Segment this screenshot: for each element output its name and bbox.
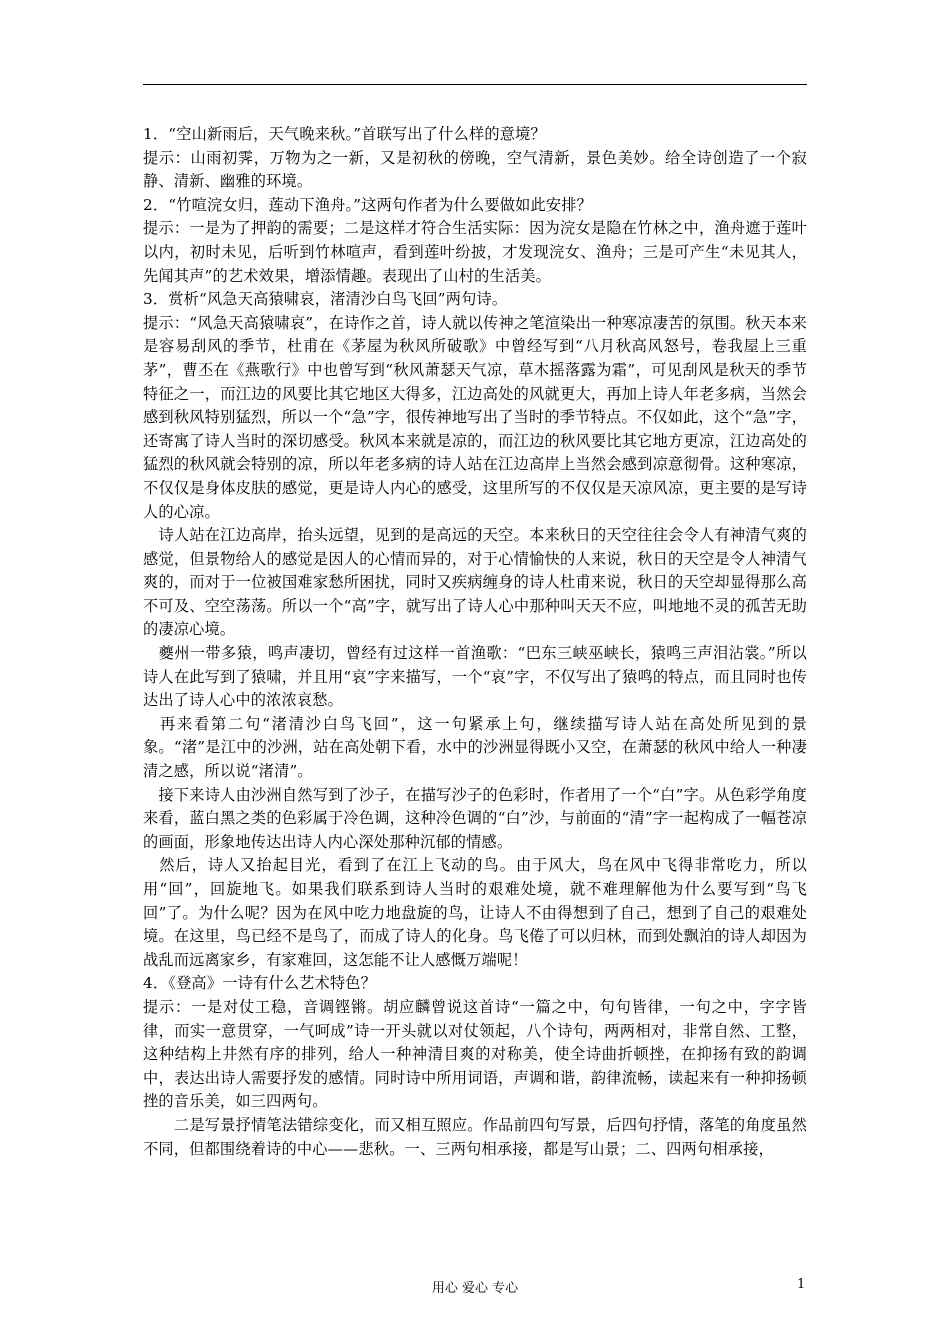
question-1: 1．“空山新雨后，天气晚来秋。”首联写出了什么样的意境？ bbox=[143, 125, 546, 143]
answer-3-paragraph: 再来看第二句“渚清沙白鸟飞回”，这一句紧承上句，继续描写诗人站在高处所见到的景象。“渚”是江中的沙洲，站在高处朝下看，水中的沙洲显得既小又空，在萧瑟的秋风中给人一种凄清之感，所以说“渚清”。 bbox=[143, 714, 807, 781]
page-number: 1 bbox=[797, 1277, 806, 1292]
answer-3-paragraph: 接下来诗人由沙洲自然写到了沙子，在描写沙子的色彩时，作者用了一个“白”字。从色彩学角度来看，蓝白黑之类的色彩属于冷色调，这种冷色调的“白”沙，与前面的“清”字一起构成了一幅苍凉的画面，形象地传达出诗人内心深处那种沉郁的情感。 bbox=[143, 785, 807, 851]
answer-4-paragraph: 提示：一是对仗工稳，音调铿锵。胡应麟曾说这首诗“一篇之中，句句皆律，一句之中，字字皆律，而实一意贯穿，一气呵成”诗一开头就以对仗领起，八个诗句，两两相对，非常自然、工整，这种结构上井然有序的排列，给人一种神清目爽的对称美，使全诗曲折顿挫，在抑扬有致的韵调中，表达出诗人需要抒发的感情。同时诗中所用词语，声调和谐，韵律流畅，读起来有一种抑扬顿挫的音乐美，如三四两句。 bbox=[143, 997, 807, 1111]
footer-slogan: 用心 爱心 专心 bbox=[431, 1281, 519, 1296]
question-2: 2．“竹喧浣女归，莲动下渔舟。”这两句作者为什么要做如此安排？ bbox=[143, 195, 593, 214]
answer-3-paragraph: 诗人站在江边高岸，抬头远望，见到的是高远的天空。本来秋日的天空往往会令人有神清气爽的感觉，但景物给人的感觉是因人的心情而异的，对于心情愉快的人来说，秋日的天空是令人神清气爽的，而对于一位被国难家愁所困扰，同时又疾病缠身的诗人杜甫来说，秋日的天空却显得那么高不可及、空空荡荡。所以一个“高”字，就写出了诗人心中那种叫天天不应，叫地地不灵的孤苦无助的凄凉心境。 bbox=[143, 526, 807, 639]
document-body bbox=[143, 123, 807, 1161]
answer-3-paragraph: 提示：“风急天高猿啸哀”，在诗作之首，诗人就以传神之笔渲染出一种寒凉凄苦的氛围。秋天本来是容易刮风的季节，杜甫在《茅屋为秋风所破歌》中曾经写到“八月秋高风怒号，卷我屋上三重茅”，曹丕在《燕歌行》中也曾写到“秋风萧瑟天气凉，草木摇落露为霜”，可见刮风是秋天的季节特征之一，而江边的风要比其它地区大得多，江边高处的风就更大，再加上诗人年老多病，当然会感到秋风特别猛烈，所以一个“急”字，很传神地写出了当时的季节特点。不仅如此，这个“急”字，还寄寓了诗人当时的深切感受。秋风本来就是凉的，而江边的秋风要比其它地方更凉，江边高处的猛烈的秋风就会特别的凉，所以年老多病的诗人站在江边高岸上当然会感到凉意彻骨。这种寒凉，不仅仅是身体皮肤的感觉，更是诗人内心的感受，这里所写的不仅仅是天凉风凉，更主要的是写诗人的心凉。 bbox=[143, 313, 807, 521]
answer-4-paragraph: 二是写景抒情笔法错综变化，而又相互照应。作品前四句写景，后四句抒情，落笔的角度虽然不同，但都围绕着诗的中心——悲秋。一、三两句相承接，都是写山景；二、四两句相承接， bbox=[143, 1115, 807, 1158]
answer-3-paragraph: 夔州一带多猿，鸣声凄切，曾经有过这样一首渔歌：“巴东三峡巫峡长，猿鸣三声泪沾裳。”所以诗人在此写到了猿啸，并且用“哀”字来描写，一个“哀”字，不仅写出了猿鸣的特点，而且同时也传达出了诗人心中的浓浓哀愁。 bbox=[143, 644, 807, 710]
answer-1: 提示：山雨初霁，万物为之一新，又是初秋的傍晚，空气清新，景色美妙。给全诗创造了一个寂静、清新、幽雅的环境。 bbox=[143, 148, 807, 191]
question-4: 4．《登高》一诗有什么艺术特色？ bbox=[143, 974, 377, 993]
question-3: 3．赏析“风急天高猿啸哀，渚清沙白鸟飞回”两句诗。 bbox=[143, 290, 508, 309]
answer-3-paragraph: 然后，诗人又抬起目光，看到了在江上飞动的鸟。由于风大，鸟在风中飞得非常吃力，所以用“回”，回旋地飞。如果我们联系到诗人当时的艰难处境，就不难理解他为什么要写到“鸟飞回”了。为什么呢？因为在风中吃力地盘旋的鸟，让诗人不由得想到了自己，想到了自己的艰难处境。在这里，鸟已经不是鸟了，而成了诗人的化身。鸟飞倦了可以归林，而到处飘泊的诗人却因为战乱而远离家乡，有家难回，这怎能不让人感慨万端呢！ bbox=[143, 856, 807, 969]
answer-2: 提示：一是为了押韵的需要；二是这样才符合生活实际：因为浣女是隐在竹林之中，渔舟遮于莲叶以内，初时未见，后听到竹林喧声，看到莲叶纷披，才发现浣女、渔舟；三是可产生“未见其人，先闻其声”的艺术效果，增添情趣。表现出了山村的生活美。 bbox=[143, 219, 807, 285]
header-rule bbox=[143, 84, 807, 85]
